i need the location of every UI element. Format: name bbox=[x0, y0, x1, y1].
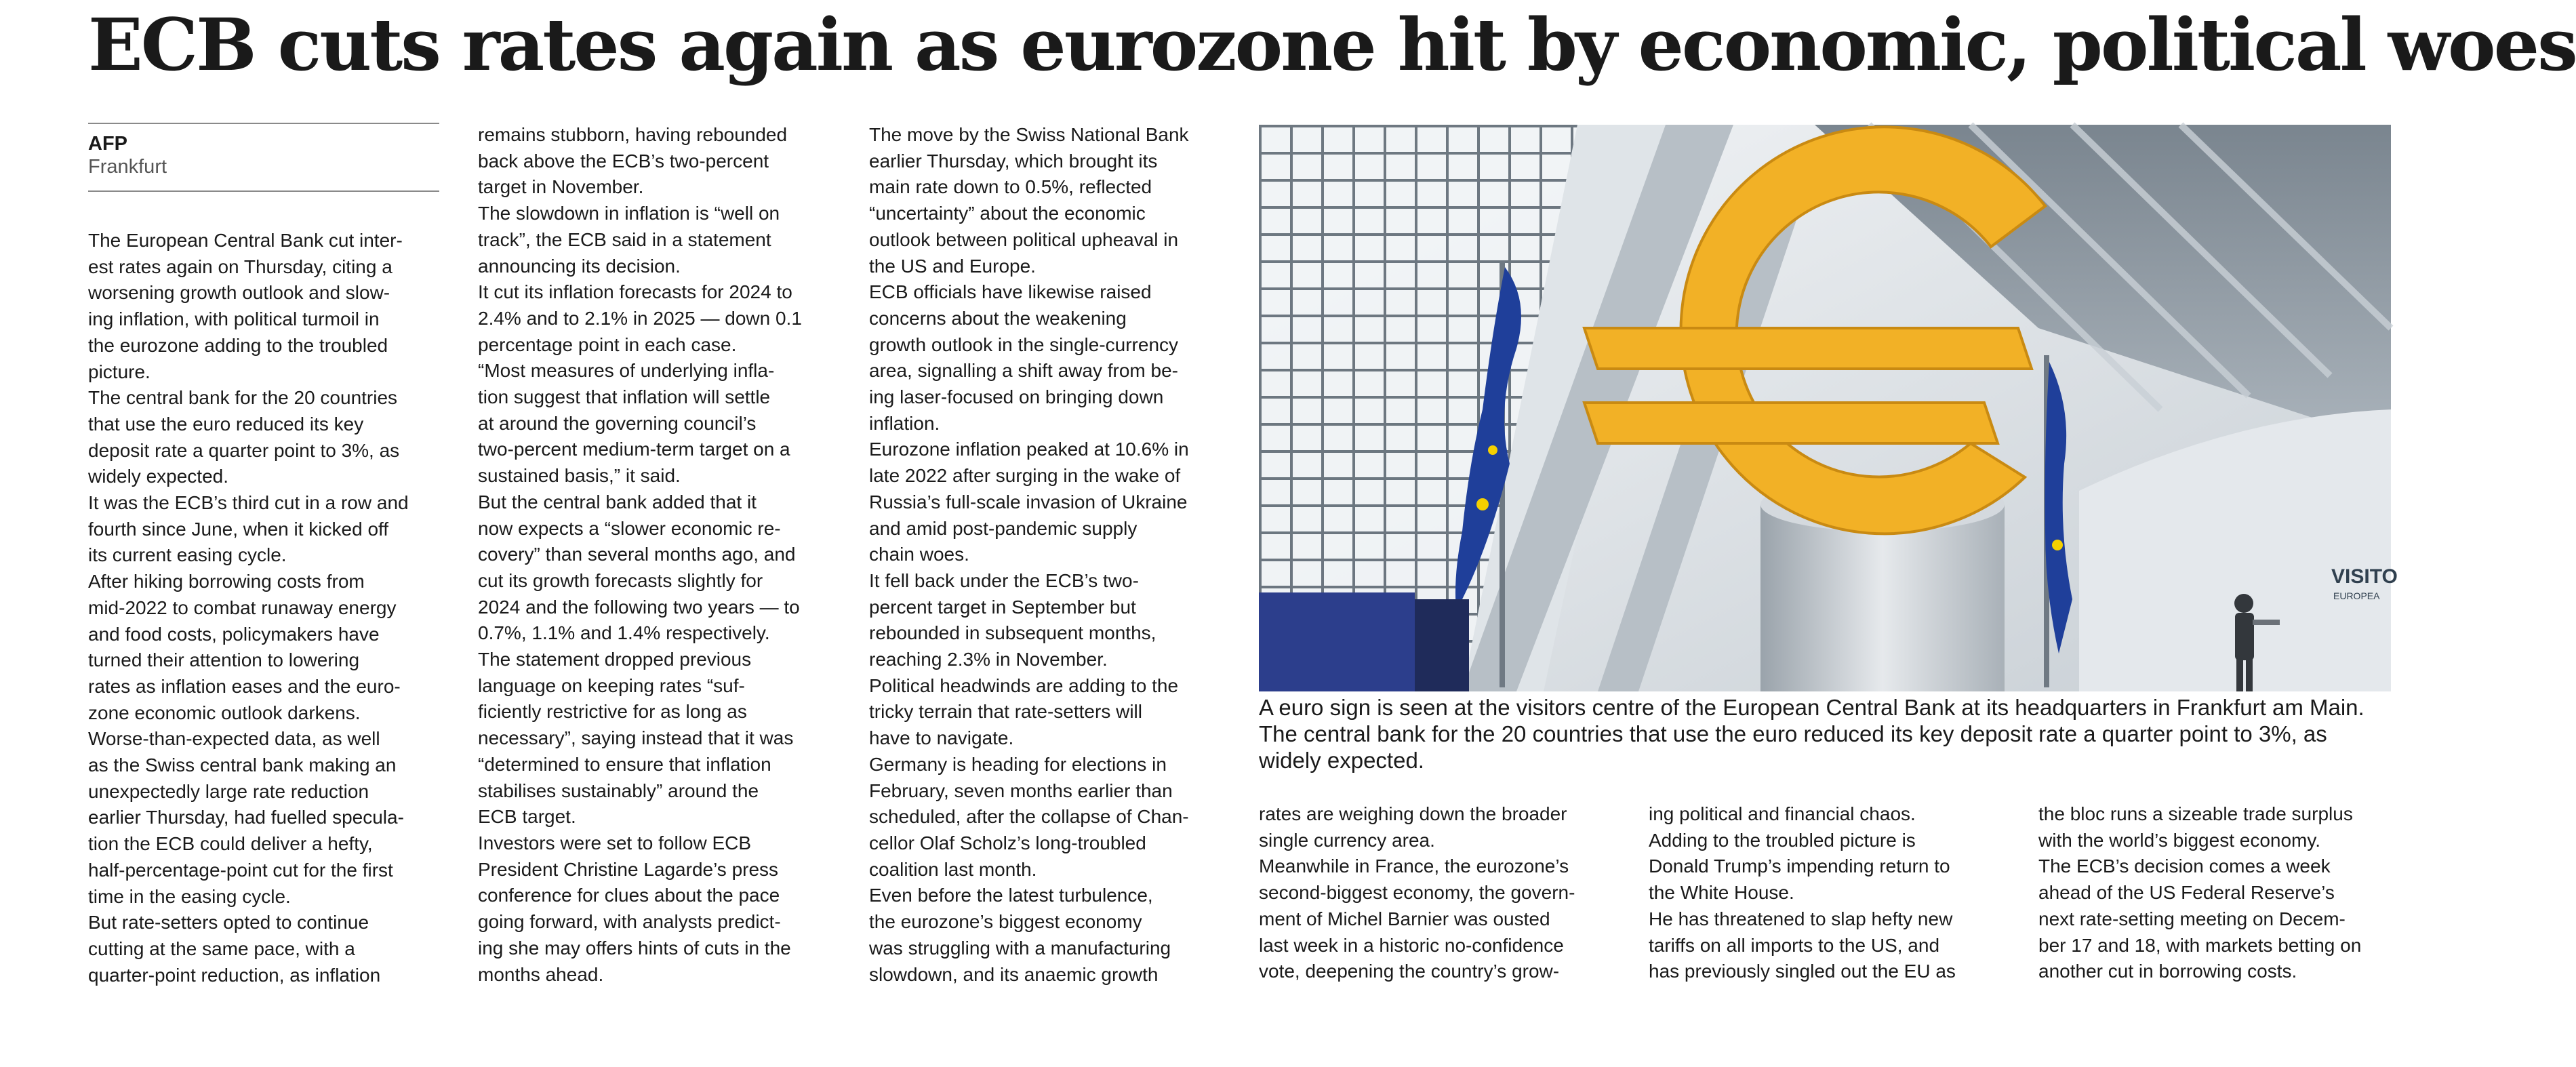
byline-top-rule bbox=[88, 123, 439, 124]
photo-caption bbox=[1259, 694, 2404, 773]
paragraph: It cut its inflation forecasts for 2024 to 2.4% and to 2.1% in 2025 — down 0.1 percentage point in each case. bbox=[478, 281, 802, 355]
byline-location: Frankfurt bbox=[88, 156, 167, 178]
paragraph: The slowdown in inflation is “well on track”, the ECB said in a statement announcing its decision. bbox=[478, 203, 780, 277]
paragraph: Eurozone inflation peaked at 10.6% in late 2022 after surging in the wake of Russia’s full-scale invasion of Ukraine and amid post-pandemic supply chain woes. bbox=[869, 439, 1189, 565]
paragraph: The central bank for the 20 countries that use the euro reduced its key deposit rate a quarter point to 3%, as widely expected. bbox=[88, 387, 400, 487]
paragraph: “Most measures of underlying infla- tion suggest that inflation will settle at around the governing council’s two-percent medium-term target on a sustained basis,” it said. bbox=[478, 360, 790, 487]
paragraph: ECB officials have likewise raised concerns about the weakening growth outlook in the single-currency area, signalling a shift away from be- ing laser-focused on bringing down inflation. bbox=[869, 281, 1179, 434]
paragraph: rates are weighing down the broader single currency area. bbox=[1259, 803, 1567, 851]
paragraph: The move by the Swiss National Bank earlier Thursday, which brought its main rate down to 0.5%, reflected “uncertainty” about the economic outlook between political upheaval in the US and Europe. bbox=[869, 124, 1189, 277]
sign-text-visitor: VISITO bbox=[2331, 565, 2398, 588]
paragraph: The European Central Bank cut inter- est rates again on Thursday, citing a worsening growth outlook and slow- ing inflation, with political turmoil in the eurozone adding to the troubled picture. bbox=[88, 230, 403, 382]
paragraph: Even before the latest turbulence, the eurozone’s biggest economy was struggling with a manufacturing slowdown, and its anaemic growth bbox=[869, 885, 1171, 985]
article-column-4 bbox=[1259, 801, 1618, 985]
sign-text-european: EUROPEA bbox=[2333, 590, 2380, 601]
byline-agency: AFP bbox=[88, 133, 127, 155]
article-column-2 bbox=[478, 122, 837, 988]
paragraph: remains stubborn, having rebounded back above the ECB’s two-percent target in November. bbox=[478, 124, 788, 198]
byline bbox=[88, 123, 439, 192]
paragraph: Worse-than-expected data, as well as the Swiss central bank making an unexpectedly large rate reduction earlier Thursday, had fuelled specula- tion the ECB could deliver a hefty, half-percentage-point cut for the first time in the easing cycle. bbox=[88, 728, 404, 907]
paragraph: ing political and financial chaos. bbox=[1649, 803, 1916, 824]
euro-sign-photo bbox=[1259, 125, 2398, 691]
paragraph: the bloc runs a sizeable trade surplus with the world’s biggest economy. bbox=[2038, 803, 2353, 851]
article-column-5 bbox=[1649, 801, 2008, 985]
paragraph: But the central bank added that it now expects a “slower economic re- covery” than several months ago, and cut its growth forecasts slightly for 2024 and the following two years — to 0.7%, 1.1% and 1.4% respectively. bbox=[478, 491, 800, 644]
paragraph: Political headwinds are adding to the tricky terrain that rate-setters will have to navigate. bbox=[869, 675, 1179, 749]
paragraph: Germany is heading for elections in February, seven months earlier than scheduled, after the collapse of Chan- cellor Olaf Scholz’s long-troubled coalition last month. bbox=[869, 753, 1189, 880]
paragraph: It was the ECB’s third cut in a row and fourth since June, when it kicked off its current easing cycle. bbox=[88, 492, 409, 566]
headline: ECB cuts rates again as eurozone hit by economic, political woes bbox=[88, 2, 2576, 87]
paragraph: Adding to the troubled picture is Donald Trump’s impending return to the White House. bbox=[1649, 829, 1950, 904]
paragraph: The ECB’s decision comes a week ahead of the US Federal Reserve’s next rate-setting meeting on Decem- ber 17 and 18, with markets betting on another cut in borrowing costs. bbox=[2038, 855, 2362, 982]
article-column-6 bbox=[2038, 801, 2398, 985]
paragraph: He has threatened to slap hefty new tariffs on all imports to the US, and has previously singled out the EU as bbox=[1649, 908, 1956, 982]
byline-bottom-rule bbox=[88, 190, 439, 192]
paragraph: The statement dropped previous language on keeping rates “suf- ficiently restrictive for as long as necessary”, saying instead that it was “determined to ensure that inflation stabilises sustainably” around the ECB target. bbox=[478, 649, 794, 828]
paragraph: After hiking borrowing costs from mid-2022 to combat runaway energy and food costs, policymakers have turned their attention to lowering rates as inflation eases and the euro- zone economic outlook darkens. bbox=[88, 571, 401, 723]
caption-text: A euro sign is seen at the visitors centre of the European Central Bank at its headquarters in Frankfurt am Main. The central bank for the 20 countries that use the euro reduced its key deposit rate a quarter point to 3%, as widely expected. bbox=[1259, 695, 2364, 773]
paragraph: It fell back under the ECB’s two- percent target in September but rebounded in subsequent months, reaching 2.3% in November. bbox=[869, 569, 1156, 670]
paragraph: But rate-setters opted to continue cutting at the same pace, with a quarter-point reduction, as inflation bbox=[88, 912, 381, 986]
article-column-3 bbox=[869, 122, 1228, 988]
paragraph: Investors were set to follow ECB President Christine Lagarde’s press conference for clues about the pace going forward, with analysts predict- ing she may offers hints of cuts in the months ahead. bbox=[478, 832, 791, 985]
article-column-1 bbox=[88, 228, 447, 988]
paragraph: Meanwhile in France, the eurozone’s second-biggest economy, the govern- ment of Michel Barnier was ousted last week in a historic no-confidence vote, deepening the country’s grow- bbox=[1259, 855, 1575, 982]
